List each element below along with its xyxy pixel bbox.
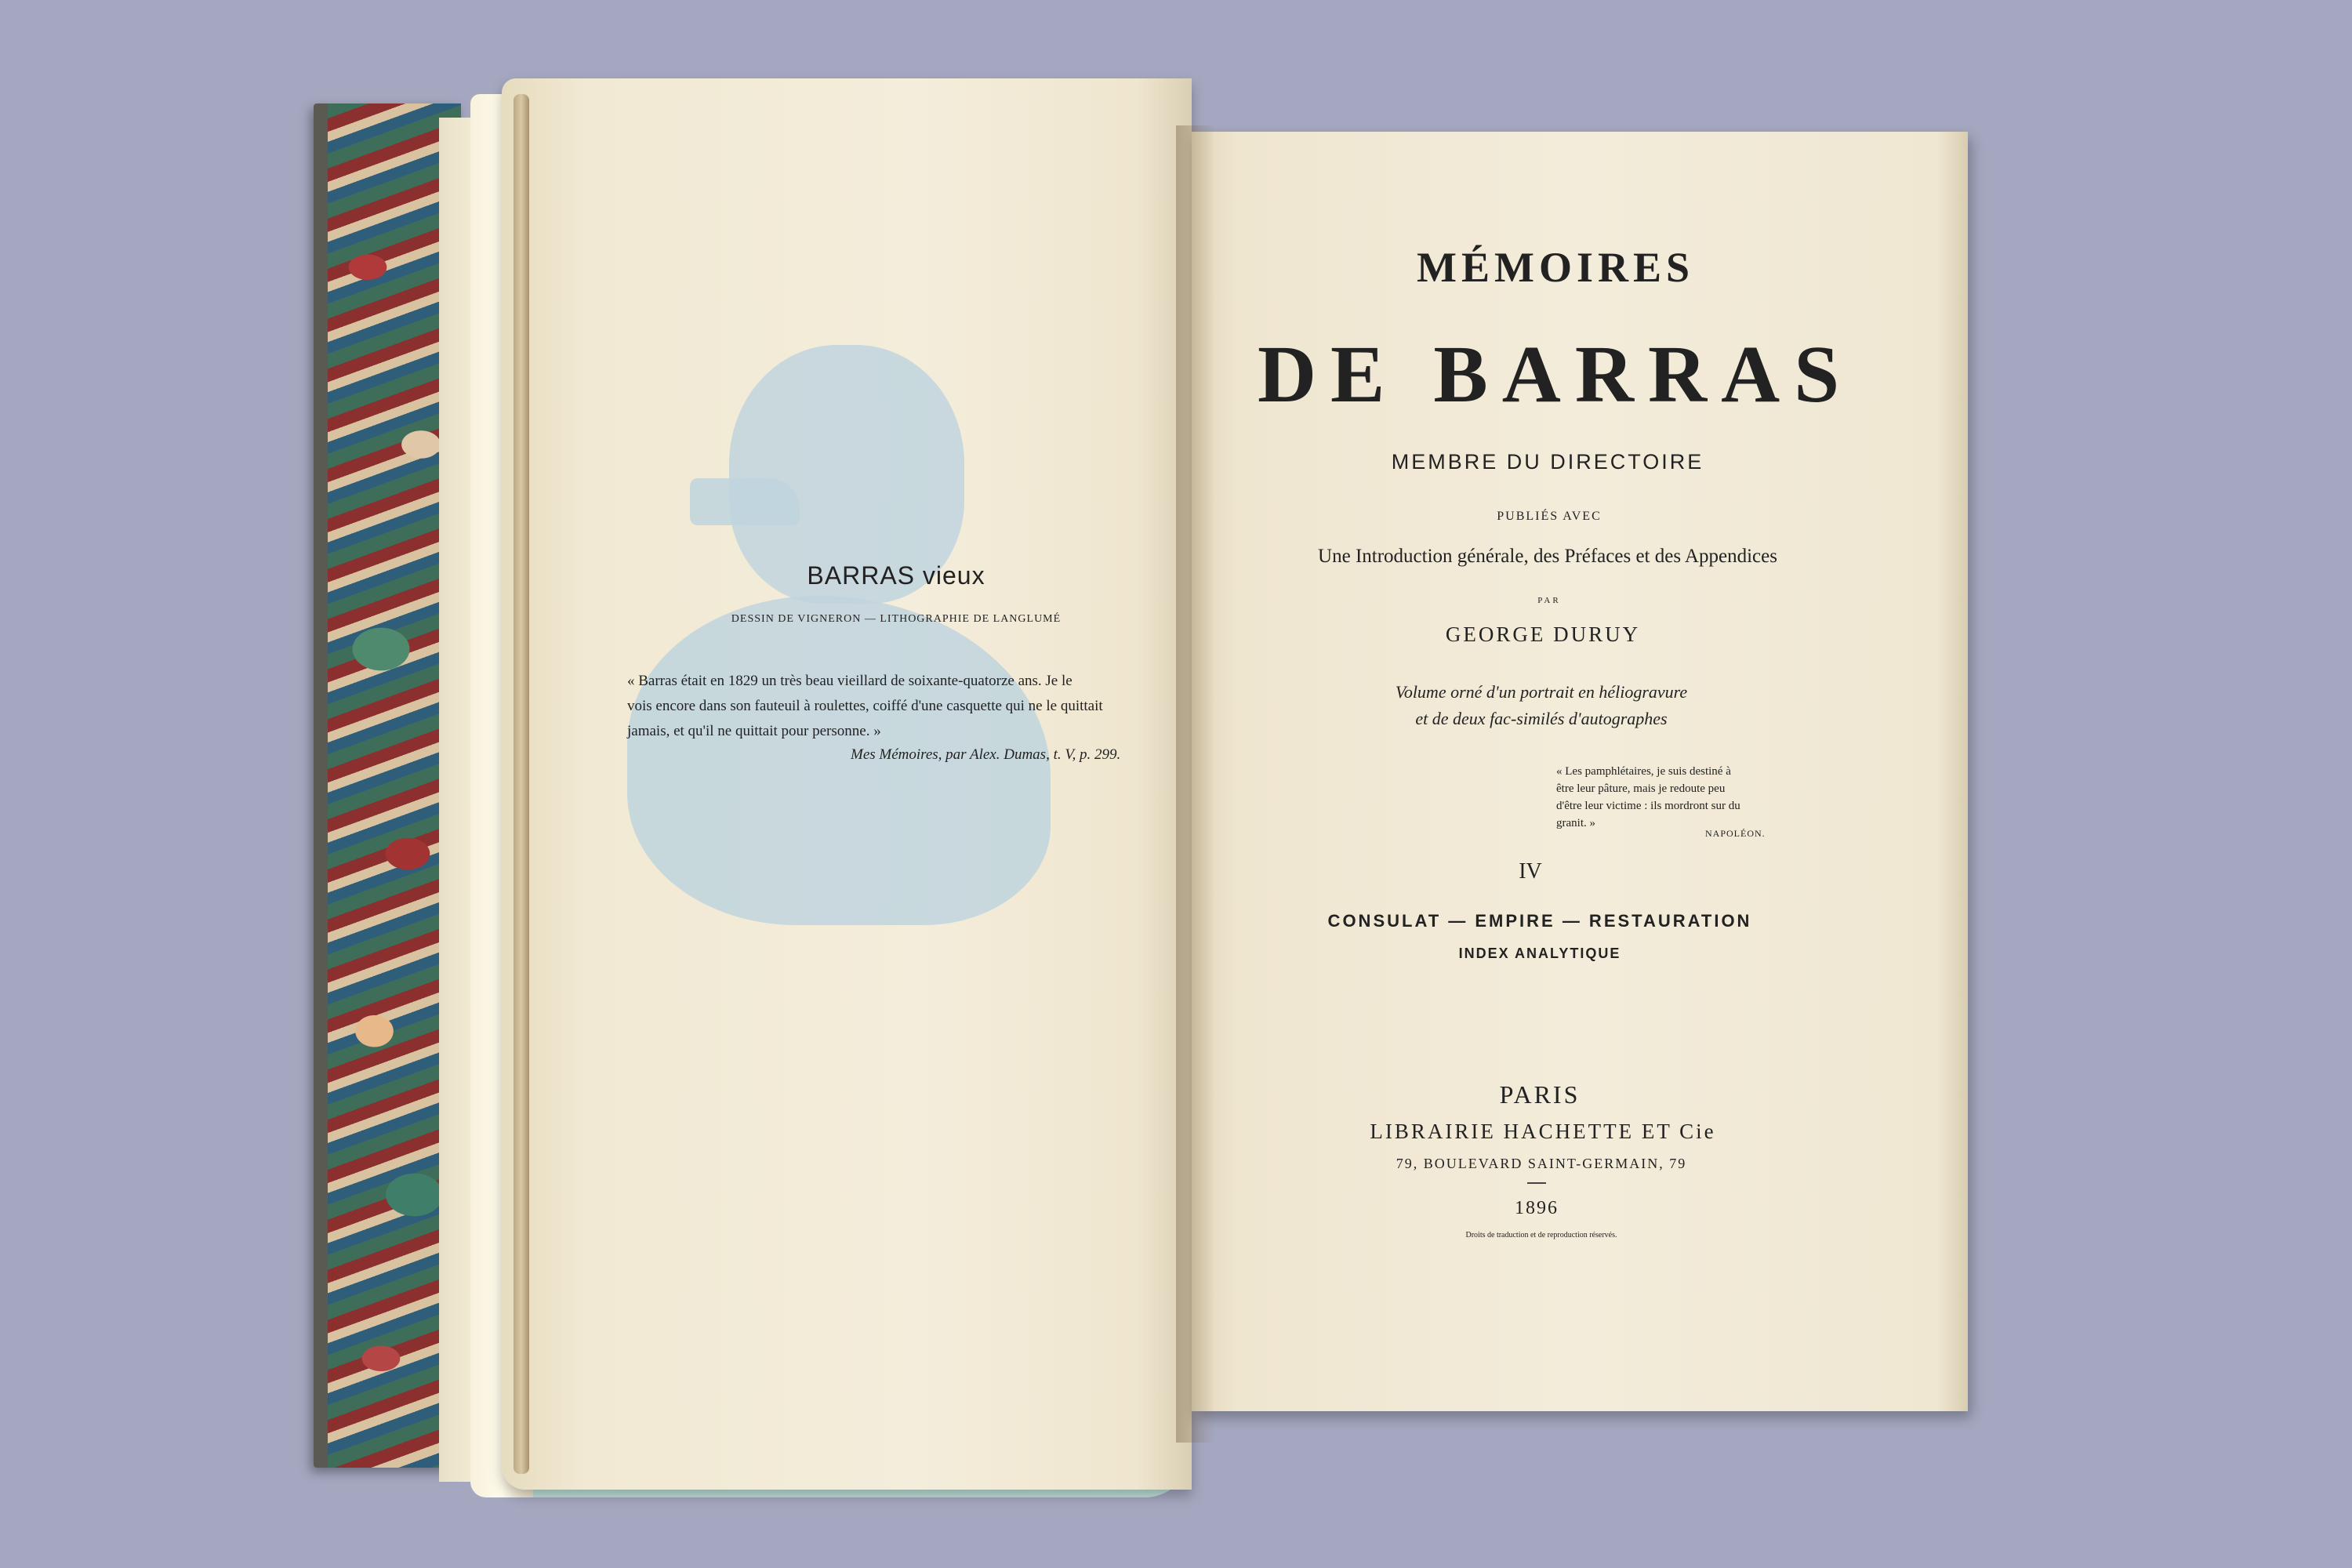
plate-credit: DESSIN DE VIGNERON — LITHOGRAPHIE DE LANGLUMÉ [731,613,1062,625]
index-line: INDEX ANALYTIQUE [1458,946,1621,961]
title-de-barras: DE BARRAS [1257,329,1854,419]
published-with: PUBLIÉS AVEC [1497,510,1602,523]
publisher: LIBRAIRIE HACHETTE ET Cie [1370,1120,1716,1143]
address: 79, BOULEVARD SAINT-GERMAIN, 79 [1396,1156,1687,1171]
divider-rule [1527,1182,1546,1184]
rights-notice: Droits de traduction et de reproduction réservés. [1465,1231,1617,1240]
epigraph-line-2: être leur pâture, mais je redoute peu [1556,782,1726,795]
epigraph-line-3: d'être leur victime : ils mordront sur du [1556,800,1740,812]
quote-line-1: « Barras était en 1829 un très beau vieillard de soixante-quatorze ans. Je le [627,673,1073,689]
epigraph-line-1: « Les pamphlétaires, je suis destiné à [1556,765,1731,778]
par-label: PAR [1537,596,1561,605]
book-gutter [1176,125,1215,1443]
volume-number: IV [1519,859,1542,884]
volume-note-1: Volume orné d'un portrait en héliogravure [1395,682,1688,702]
title-memoires: MÉMOIRES [1416,244,1695,291]
plate-title: BARRAS vieux [807,561,985,590]
editor-name: GEORGE DURUY [1445,622,1641,646]
volume-note-2: et de deux fac-similés d'autographes [1415,709,1668,728]
epigraph-line-4: granit. » [1556,817,1595,829]
epigraph-author: NAPOLÉON. [1705,828,1766,839]
subtitle: MEMBRE DU DIRECTOIRE [1391,450,1704,474]
year: 1896 [1515,1198,1559,1218]
quote-line-3: jamais, et qu'il ne quittait pour personne. » [627,723,881,739]
quote-source: Mes Mémoires, par Alex. Dumas, t. V, p. 299. [851,746,1121,763]
quote-line-2: vois encore dans son fauteuil à roulettes, coiffé d'une casquette qui ne le quittait [627,698,1103,714]
introduction-line: Une Introduction générale, des Préfaces et des Appendices [1318,546,1777,567]
elastic-band [514,94,529,1474]
city: PARIS [1499,1080,1581,1109]
contents-line: CONSULAT — EMPIRE — RESTAURATION [1327,911,1752,931]
portrait-silhouette-cap [690,478,800,525]
